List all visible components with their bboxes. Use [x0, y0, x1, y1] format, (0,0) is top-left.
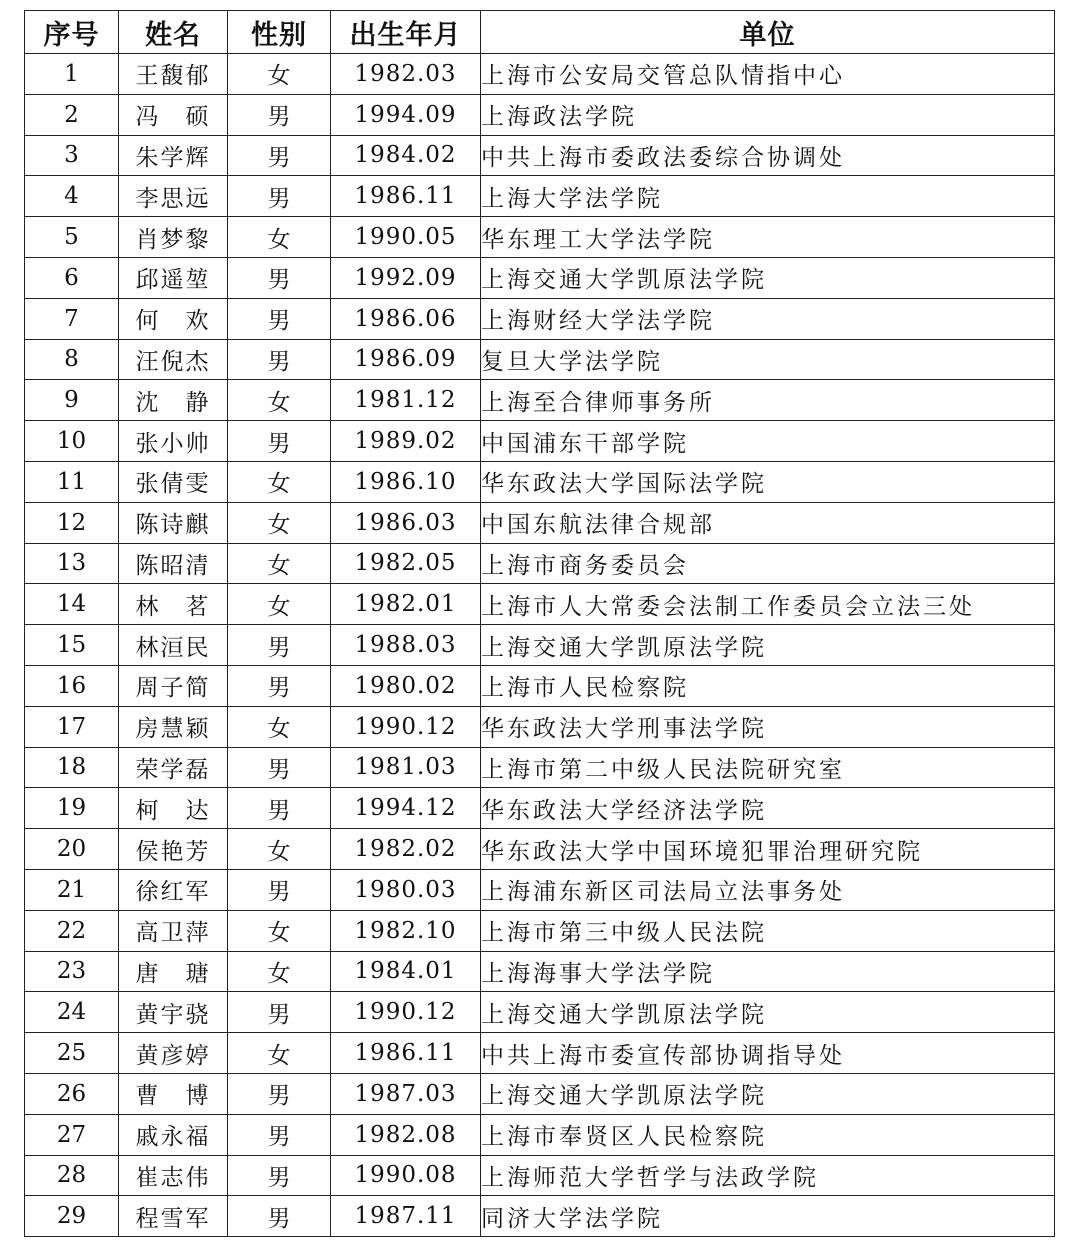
cell-unit: 上海市第二中级人民法院研究室 — [481, 747, 1055, 788]
cell-birth: 1990.08 — [331, 1155, 481, 1196]
cell-gender: 女 — [228, 910, 331, 951]
cell-no: 7 — [25, 298, 119, 339]
table-row — [25, 1033, 1055, 1074]
cell-unit: 中国东航法律合规部 — [481, 502, 1055, 543]
cell-unit: 上海市第三中级人民法院 — [481, 910, 1055, 951]
cell-gender: 男 — [228, 257, 331, 298]
cell-birth: 1990.05 — [331, 217, 481, 258]
cell-birth: 1986.10 — [331, 461, 481, 502]
cell-gender: 女 — [228, 1033, 331, 1074]
table-row — [25, 747, 1055, 788]
table-row — [25, 625, 1055, 666]
cell-gender: 男 — [228, 625, 331, 666]
cell-unit: 上海海事大学法学院 — [481, 951, 1055, 992]
cell-birth: 1986.06 — [331, 298, 481, 339]
cell-no: 25 — [25, 1033, 119, 1074]
cell-birth: 1982.01 — [331, 584, 481, 625]
cell-gender: 男 — [228, 1196, 331, 1237]
cell-gender: 女 — [228, 380, 331, 421]
cell-gender: 男 — [228, 1073, 331, 1114]
cell-unit: 上海市商务委员会 — [481, 543, 1055, 584]
cell-name: 徐红军 — [119, 869, 228, 910]
cell-gender: 男 — [228, 665, 331, 706]
table-row — [25, 543, 1055, 584]
cell-unit: 华东政法大学经济法学院 — [481, 788, 1055, 829]
cell-gender: 男 — [228, 747, 331, 788]
cell-no: 9 — [25, 380, 119, 421]
table-row — [25, 951, 1055, 992]
cell-gender: 女 — [228, 543, 331, 584]
cell-name: 柯 达 — [119, 788, 228, 829]
table-row — [25, 421, 1055, 462]
cell-unit: 上海大学法学院 — [481, 176, 1055, 217]
cell-birth: 1994.09 — [331, 94, 481, 135]
cell-unit: 上海交通大学凯原法学院 — [481, 257, 1055, 298]
cell-name: 张小帅 — [119, 421, 228, 462]
cell-gender: 男 — [228, 421, 331, 462]
cell-birth: 1986.11 — [331, 176, 481, 217]
roster-table — [24, 10, 1055, 1237]
cell-name: 房慧颖 — [119, 706, 228, 747]
cell-gender: 女 — [228, 951, 331, 992]
table-row — [25, 54, 1055, 95]
cell-name: 唐 瑭 — [119, 951, 228, 992]
cell-no: 13 — [25, 543, 119, 584]
cell-birth: 1981.12 — [331, 380, 481, 421]
cell-gender: 男 — [228, 992, 331, 1033]
cell-name: 肖梦黎 — [119, 217, 228, 258]
cell-no: 14 — [25, 584, 119, 625]
cell-no: 11 — [25, 461, 119, 502]
cell-no: 5 — [25, 217, 119, 258]
cell-unit: 华东政法大学刑事法学院 — [481, 706, 1055, 747]
table-row — [25, 380, 1055, 421]
table-row — [25, 992, 1055, 1033]
table-row — [25, 829, 1055, 870]
cell-birth: 1982.08 — [331, 1114, 481, 1155]
table-row — [25, 135, 1055, 176]
cell-no: 24 — [25, 992, 119, 1033]
cell-name: 周子简 — [119, 665, 228, 706]
cell-birth: 1980.02 — [331, 665, 481, 706]
cell-name: 陈诗麒 — [119, 502, 228, 543]
cell-gender: 男 — [228, 176, 331, 217]
header-unit: 单位 — [481, 11, 1055, 54]
cell-birth: 1992.09 — [331, 257, 481, 298]
cell-birth: 1989.02 — [331, 421, 481, 462]
cell-no: 8 — [25, 339, 119, 380]
cell-name: 王馥郁 — [119, 54, 228, 95]
table-row — [25, 1155, 1055, 1196]
cell-no: 2 — [25, 94, 119, 135]
table-row — [25, 665, 1055, 706]
header-name: 姓名 — [119, 11, 228, 54]
cell-gender: 男 — [228, 1114, 331, 1155]
cell-gender: 女 — [228, 502, 331, 543]
table-row — [25, 502, 1055, 543]
table-row — [25, 298, 1055, 339]
cell-birth: 1982.02 — [331, 829, 481, 870]
table-row — [25, 1196, 1055, 1237]
cell-name: 陈昭清 — [119, 543, 228, 584]
table-header — [25, 11, 1055, 54]
header-row — [25, 11, 1055, 54]
cell-no: 16 — [25, 665, 119, 706]
cell-unit: 中共上海市委政法委综合协调处 — [481, 135, 1055, 176]
cell-name: 何 欢 — [119, 298, 228, 339]
table-row — [25, 176, 1055, 217]
cell-name: 林 茗 — [119, 584, 228, 625]
cell-name: 朱学辉 — [119, 135, 228, 176]
cell-birth: 1982.10 — [331, 910, 481, 951]
cell-birth: 1986.03 — [331, 502, 481, 543]
header-birth: 出生年月 — [331, 11, 481, 54]
cell-gender: 女 — [228, 54, 331, 95]
cell-name: 崔志伟 — [119, 1155, 228, 1196]
cell-name: 黄彦婷 — [119, 1033, 228, 1074]
cell-unit: 中国浦东干部学院 — [481, 421, 1055, 462]
cell-name: 李思远 — [119, 176, 228, 217]
cell-birth: 1980.03 — [331, 869, 481, 910]
table-row — [25, 584, 1055, 625]
cell-name: 邱遥堃 — [119, 257, 228, 298]
cell-birth: 1981.03 — [331, 747, 481, 788]
header-no: 序号 — [25, 11, 119, 54]
cell-name: 戚永福 — [119, 1114, 228, 1155]
cell-name: 荣学磊 — [119, 747, 228, 788]
cell-unit: 华东政法大学中国环境犯罪治理研究院 — [481, 829, 1055, 870]
cell-unit: 上海交通大学凯原法学院 — [481, 992, 1055, 1033]
table-row — [25, 1073, 1055, 1114]
cell-no: 20 — [25, 829, 119, 870]
cell-name: 黄宇骁 — [119, 992, 228, 1033]
table-row — [25, 217, 1055, 258]
cell-unit: 上海至合律师事务所 — [481, 380, 1055, 421]
cell-name: 高卫萍 — [119, 910, 228, 951]
table-row — [25, 869, 1055, 910]
cell-birth: 1984.02 — [331, 135, 481, 176]
cell-name: 冯 硕 — [119, 94, 228, 135]
cell-unit: 同济大学法学院 — [481, 1196, 1055, 1237]
cell-unit: 上海交通大学凯原法学院 — [481, 625, 1055, 666]
cell-birth: 1986.09 — [331, 339, 481, 380]
cell-no: 17 — [25, 706, 119, 747]
cell-name: 汪倪杰 — [119, 339, 228, 380]
cell-no: 3 — [25, 135, 119, 176]
cell-gender: 男 — [228, 339, 331, 380]
cell-birth: 1990.12 — [331, 706, 481, 747]
cell-gender: 女 — [228, 461, 331, 502]
cell-gender: 男 — [228, 788, 331, 829]
cell-birth: 1982.03 — [331, 54, 481, 95]
table-row — [25, 94, 1055, 135]
cell-no: 12 — [25, 502, 119, 543]
cell-name: 林洹民 — [119, 625, 228, 666]
cell-birth: 1988.03 — [331, 625, 481, 666]
cell-birth: 1990.12 — [331, 992, 481, 1033]
cell-unit: 上海市奉贤区人民检察院 — [481, 1114, 1055, 1155]
cell-birth: 1987.03 — [331, 1073, 481, 1114]
cell-no: 28 — [25, 1155, 119, 1196]
cell-unit: 华东政法大学国际法学院 — [481, 461, 1055, 502]
cell-unit: 华东理工大学法学院 — [481, 217, 1055, 258]
cell-no: 18 — [25, 747, 119, 788]
header-gender: 性别 — [228, 11, 331, 54]
cell-gender: 男 — [228, 135, 331, 176]
cell-name: 程雪军 — [119, 1196, 228, 1237]
cell-gender: 男 — [228, 94, 331, 135]
cell-no: 15 — [25, 625, 119, 666]
cell-birth: 1984.01 — [331, 951, 481, 992]
cell-birth: 1986.11 — [331, 1033, 481, 1074]
cell-name: 沈 静 — [119, 380, 228, 421]
cell-unit: 上海政法学院 — [481, 94, 1055, 135]
cell-no: 1 — [25, 54, 119, 95]
cell-unit: 上海市人民检察院 — [481, 665, 1055, 706]
cell-gender: 女 — [228, 829, 331, 870]
cell-unit: 上海市人大常委会法制工作委员会立法三处 — [481, 584, 1055, 625]
cell-unit: 上海财经大学法学院 — [481, 298, 1055, 339]
table-row — [25, 461, 1055, 502]
cell-gender: 男 — [228, 869, 331, 910]
cell-no: 23 — [25, 951, 119, 992]
cell-birth: 1987.11 — [331, 1196, 481, 1237]
cell-no: 29 — [25, 1196, 119, 1237]
cell-no: 22 — [25, 910, 119, 951]
cell-no: 4 — [25, 176, 119, 217]
table-row — [25, 1114, 1055, 1155]
cell-gender: 男 — [228, 1155, 331, 1196]
cell-name: 曹 博 — [119, 1073, 228, 1114]
cell-birth: 1994.12 — [331, 788, 481, 829]
table-row — [25, 910, 1055, 951]
cell-no: 10 — [25, 421, 119, 462]
table-row — [25, 257, 1055, 298]
cell-birth: 1982.05 — [331, 543, 481, 584]
cell-gender: 女 — [228, 706, 331, 747]
cell-gender: 女 — [228, 584, 331, 625]
cell-unit: 上海师范大学哲学与法政学院 — [481, 1155, 1055, 1196]
table-body — [25, 54, 1055, 1237]
table-row — [25, 706, 1055, 747]
cell-gender: 男 — [228, 298, 331, 339]
cell-unit: 上海市公安局交管总队情指中心 — [481, 54, 1055, 95]
cell-gender: 女 — [228, 217, 331, 258]
cell-no: 27 — [25, 1114, 119, 1155]
table-row — [25, 788, 1055, 829]
cell-no: 19 — [25, 788, 119, 829]
cell-name: 侯艳芳 — [119, 829, 228, 870]
cell-no: 26 — [25, 1073, 119, 1114]
cell-no: 6 — [25, 257, 119, 298]
cell-unit: 复旦大学法学院 — [481, 339, 1055, 380]
cell-unit: 上海交通大学凯原法学院 — [481, 1073, 1055, 1114]
table-row — [25, 339, 1055, 380]
cell-unit: 中共上海市委宣传部协调指导处 — [481, 1033, 1055, 1074]
cell-name: 张倩雯 — [119, 461, 228, 502]
cell-unit: 上海浦东新区司法局立法事务处 — [481, 869, 1055, 910]
cell-no: 21 — [25, 869, 119, 910]
